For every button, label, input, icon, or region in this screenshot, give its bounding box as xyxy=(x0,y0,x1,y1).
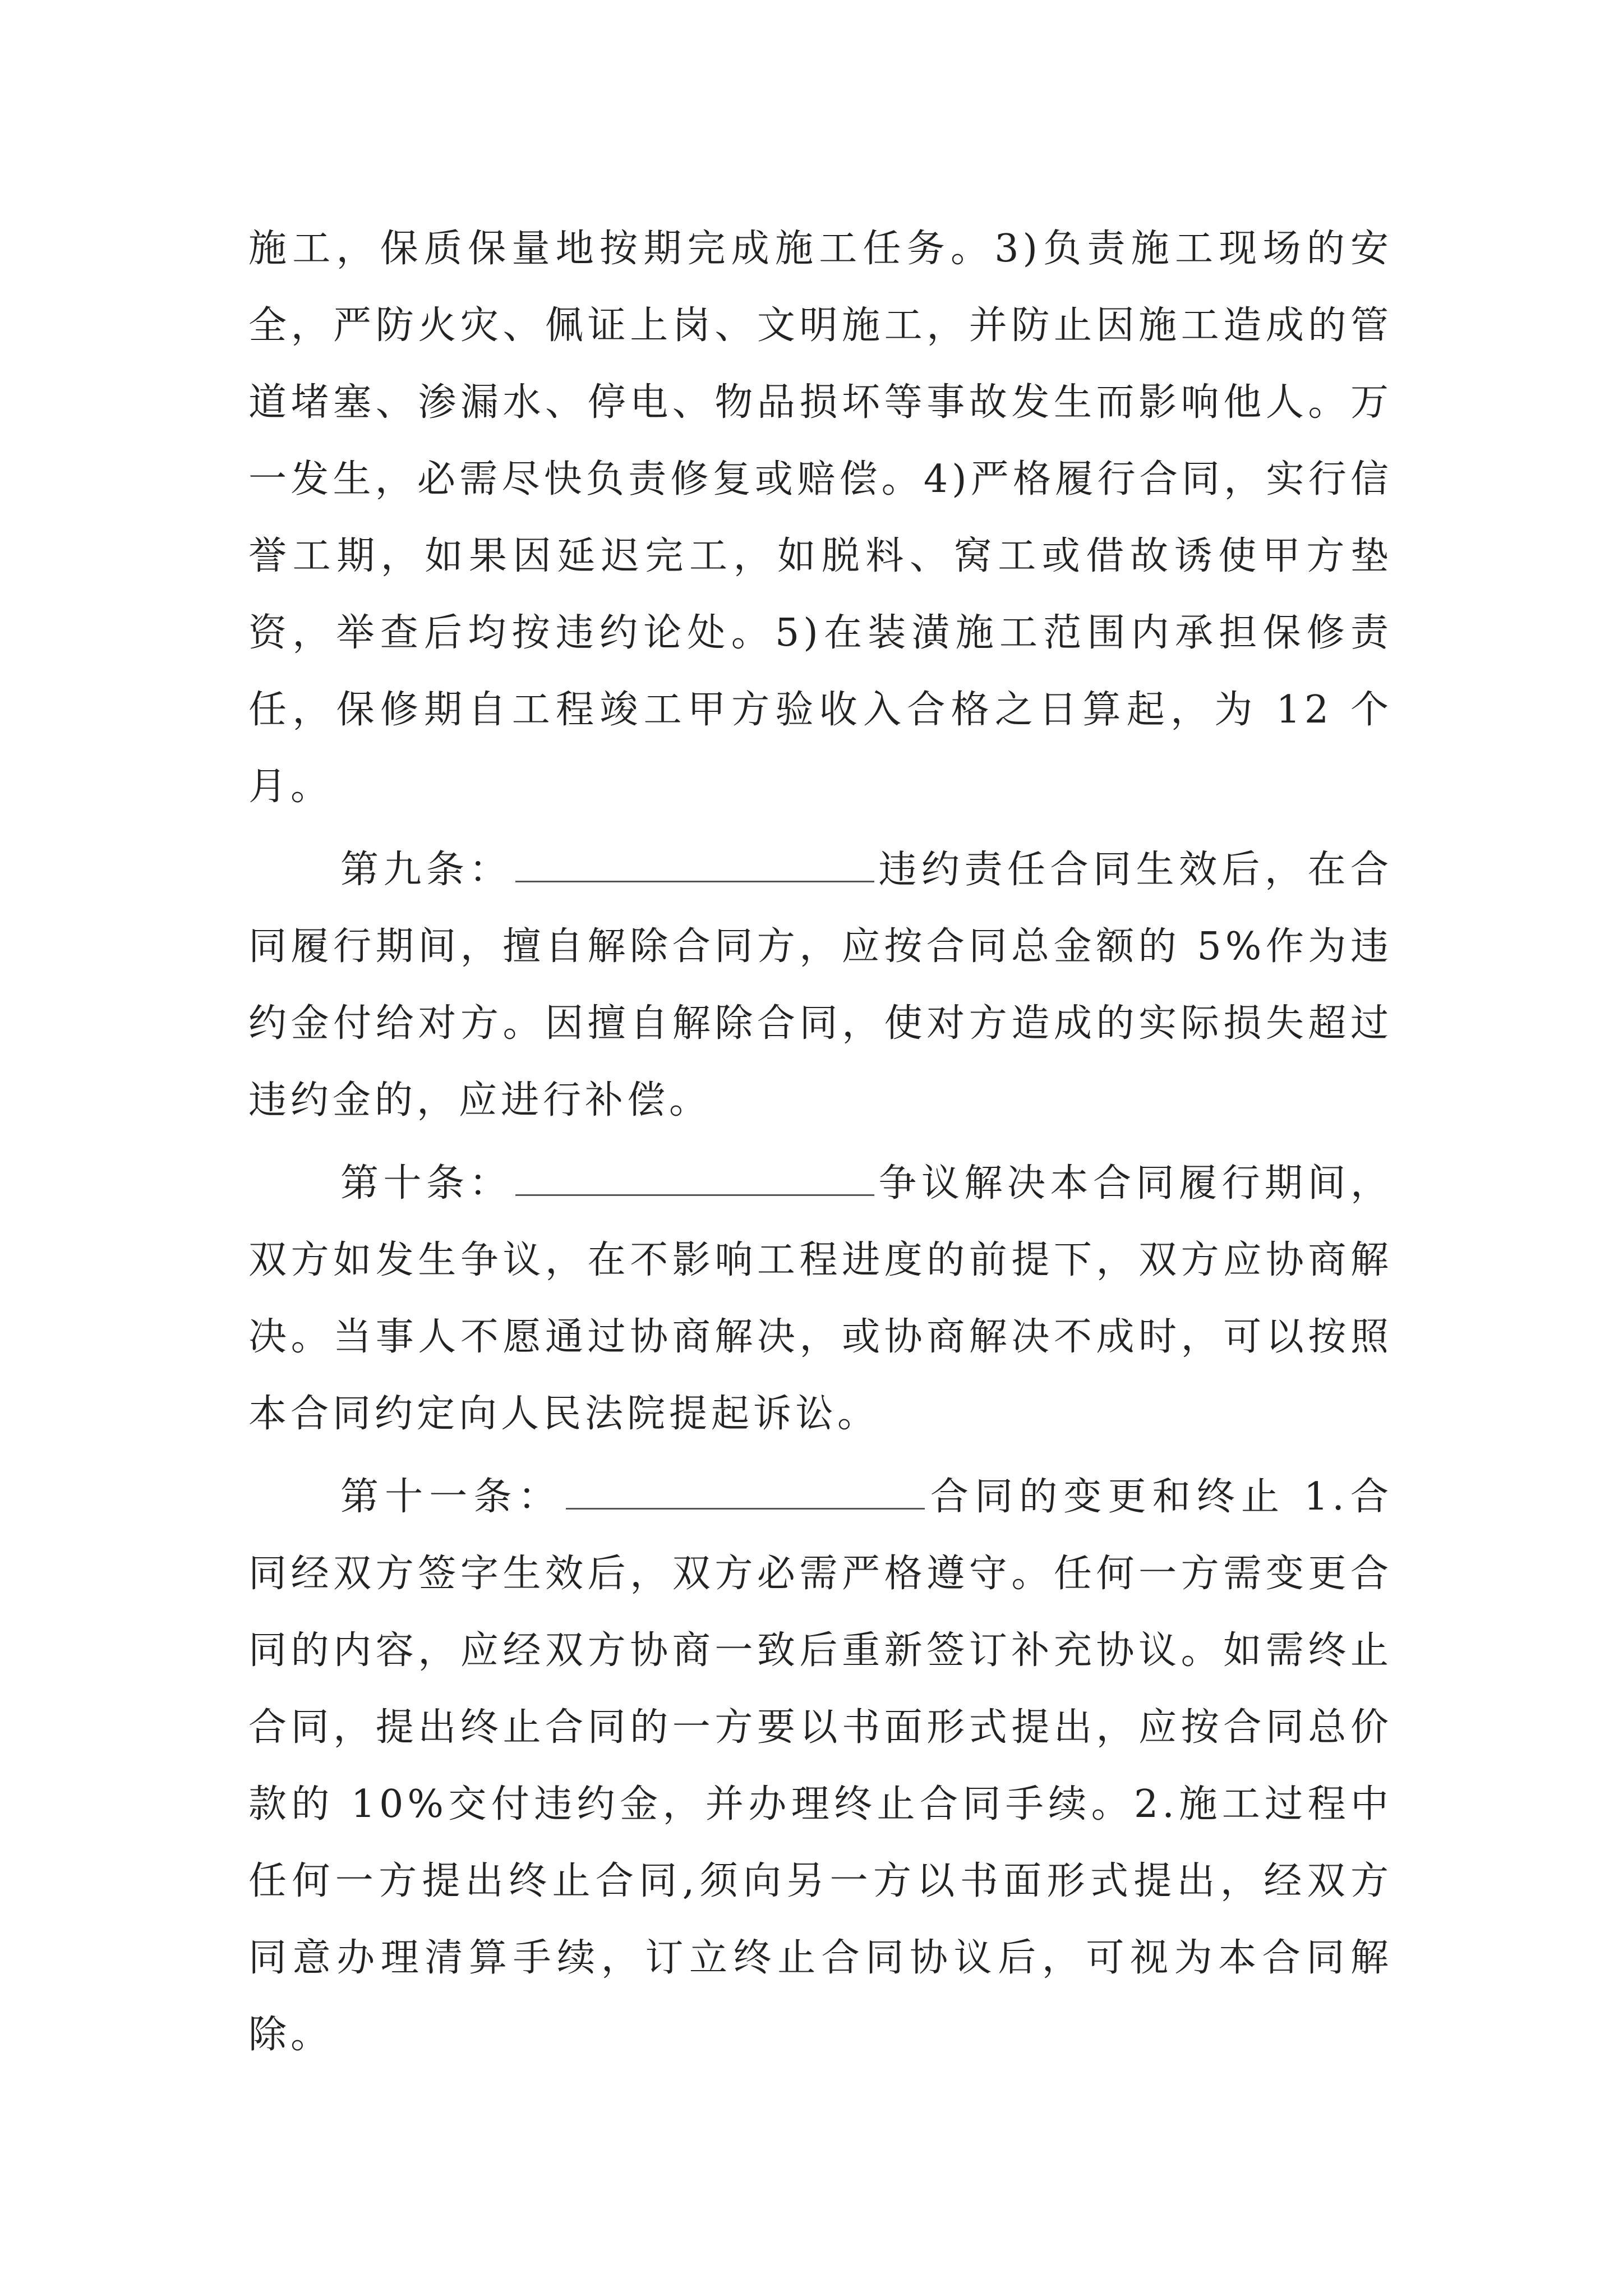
article-11-text: 合同的变更和终止 1.合同经双方签字生效后，双方必需严格遵守。任何一方需变更合同的内容，应经双方协商一致后重新签订补充协议。如需终止合同，提出终止合同的一方要以书面形式提出，应按合同总价款的 10%交付违约金，并办理终止合同手续。2.施工过程中任何一方提出终止合同,须向另一方以书面形式提出，经双方同意办理清算手续，订立终止合同协议后，可视为本合同解除。 xyxy=(248,1475,1393,2057)
paragraph-continuation: 施工，保质保量地按期完成施工任务。3)负责施工现场的安全，严防火灾、佩证上岗、文明施工，并防止因施工造成的管道堵塞、渗漏水、停电、物品损坏等事故发生而影响他人。万一发生，必需尽快负责修复或赔偿。4)严格履行合同，实行信誉工期，如果因延迟完工，如脱料、窝工或借故诱使甲方垫资，举查后均按违约论处。5)在装潢施工范围内承担保修责任，保修期自工程竣工甲方验收入合格之日算起，为 12 个月。 xyxy=(248,227,1393,809)
article-10-blank-line xyxy=(515,1153,874,1196)
article-9-label: 第九条： xyxy=(340,848,512,892)
article-11-blank-line xyxy=(566,1466,925,1510)
article-11 xyxy=(248,1458,1393,2073)
article-10 xyxy=(248,1145,1393,1452)
document-body xyxy=(248,210,1393,2079)
article-9-text: 违约责任合同生效后，在合同履行期间，擅自解除合同方，应按合同总金额的 5%作为违约金付给对方。因擅自解除合同，使对方造成的实际损失超过违约金的，应进行补偿。 xyxy=(248,848,1393,1122)
article-10-label: 第十条： xyxy=(340,1161,512,1205)
article-9-blank-line xyxy=(515,839,874,882)
article-11-label: 第十一条： xyxy=(340,1475,562,1519)
article-9 xyxy=(248,831,1393,1139)
article-10-text: 争议解决本合同履行期间，双方如发生争议，在不影响工程进度的前提下，双方应协商解决。当事人不愿通过协商解决，或协商解决不成时，可以按照本合同约定向人民法院提起诉讼。 xyxy=(248,1161,1393,1436)
